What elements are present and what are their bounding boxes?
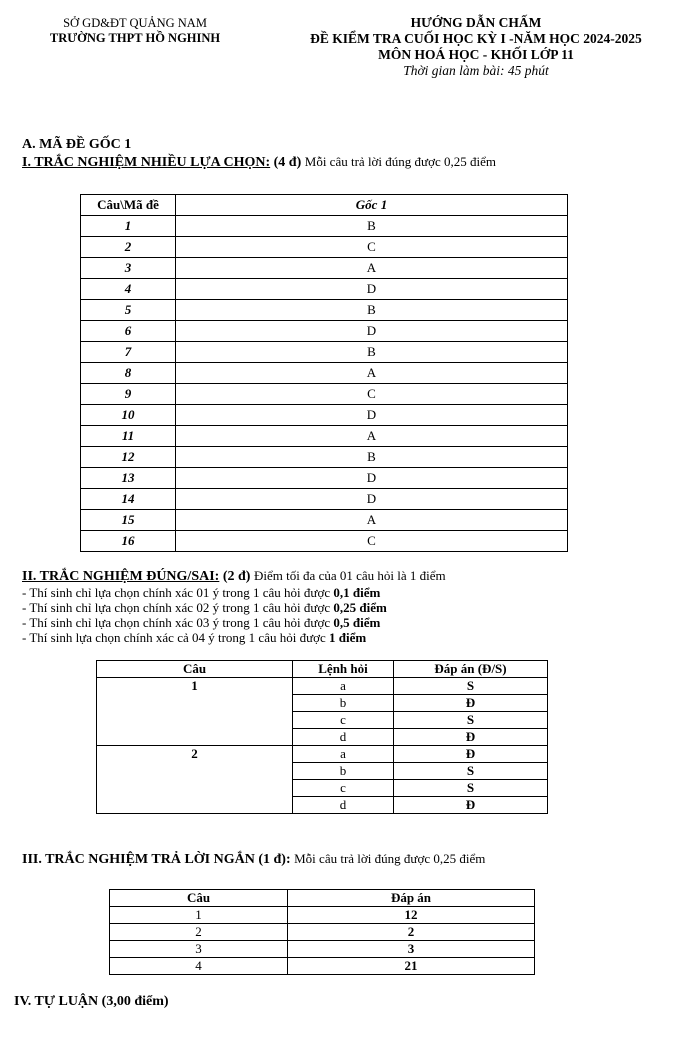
part3-title: III. TRẮC NGHIỆM TRẢ LỜI NGẮN (1 đ): xyxy=(22,852,291,867)
question-number: 13 xyxy=(81,468,176,489)
scoring-rule xyxy=(22,615,387,630)
answer-letter: A xyxy=(176,258,568,279)
question-number: 2 xyxy=(110,924,288,941)
section-a-title: A. MÃ ĐỀ GỐC 1 xyxy=(22,137,132,152)
part2-col-item: Lệnh hỏi xyxy=(293,661,394,678)
exam-title: ĐỀ KIỂM TRA CUỐI HỌC KỲ I -NĂM HỌC 2024-2025 xyxy=(310,31,642,46)
question-number: 1 xyxy=(81,216,176,237)
part2-answer-table xyxy=(96,660,548,814)
question-number: 3 xyxy=(110,941,288,958)
scoring-rule-points: 0,5 điểm xyxy=(333,615,381,630)
answer-letter: A xyxy=(176,363,568,384)
table-row xyxy=(81,300,568,321)
question-number: 12 xyxy=(81,447,176,468)
item-letter: d xyxy=(293,729,394,746)
scoring-rule-points: 0,1 điểm xyxy=(333,585,381,600)
scoring-rule xyxy=(22,600,387,615)
part3-answer-table xyxy=(109,889,535,975)
true-false-answer: Đ xyxy=(394,797,548,814)
part2-col-answer: Đáp án (Đ/S) xyxy=(394,661,548,678)
table-row xyxy=(81,426,568,447)
answer-letter: B xyxy=(176,300,568,321)
scoring-rule-text: - Thí sinh chỉ lựa chọn chính xác 01 ý trong 1 câu hỏi được xyxy=(22,585,334,600)
question-number: 6 xyxy=(81,321,176,342)
table-row xyxy=(97,678,548,695)
part1-points: (4 đ) xyxy=(273,155,302,170)
scoring-rule xyxy=(22,585,387,600)
answer-letter: C xyxy=(176,531,568,552)
question-number: 15 xyxy=(81,510,176,531)
part1-col-question: Câu\Mã đề xyxy=(81,195,176,216)
answer-letter: B xyxy=(176,216,568,237)
answer-letter: D xyxy=(176,468,568,489)
part2-heading xyxy=(22,568,446,585)
short-answer: 12 xyxy=(288,907,535,924)
subject-title: MÔN HOÁ HỌC - KHỐI LỚP 11 xyxy=(378,47,574,62)
question-number: 4 xyxy=(110,958,288,975)
scoring-rule xyxy=(22,630,387,645)
part1-title: I. TRẮC NGHIỆM NHIỀU LỰA CHỌN: xyxy=(22,155,271,170)
question-number: 2 xyxy=(97,746,293,814)
table-row xyxy=(81,510,568,531)
item-letter: c xyxy=(293,712,394,729)
table-row xyxy=(81,258,568,279)
question-number: 4 xyxy=(81,279,176,300)
part3-col-question: Câu xyxy=(110,890,288,907)
scoring-rule-text: - Thí sinh chỉ lựa chọn chính xác 03 ý trong 1 câu hỏi được xyxy=(22,615,334,630)
table-row xyxy=(81,237,568,258)
table-row xyxy=(81,321,568,342)
answer-letter: D xyxy=(176,405,568,426)
question-number: 11 xyxy=(81,426,176,447)
answer-letter: D xyxy=(176,279,568,300)
item-letter: c xyxy=(293,780,394,797)
table-row xyxy=(81,489,568,510)
header-right xyxy=(270,15,682,79)
true-false-answer: S xyxy=(394,712,548,729)
question-number: 5 xyxy=(81,300,176,321)
question-number: 9 xyxy=(81,384,176,405)
table-row xyxy=(81,468,568,489)
question-number: 14 xyxy=(81,489,176,510)
question-number: 3 xyxy=(81,258,176,279)
scoring-rule-points: 1 điểm xyxy=(329,630,367,645)
document-title: HƯỚNG DẪN CHẤM xyxy=(410,15,542,30)
header-left xyxy=(0,16,270,46)
question-number: 2 xyxy=(81,237,176,258)
table-row xyxy=(110,907,535,924)
question-number: 1 xyxy=(97,678,293,746)
table-row xyxy=(81,216,568,237)
table-row xyxy=(110,941,535,958)
part4-title: IV. TỰ LUẬN (3,00 điểm) xyxy=(14,994,169,1009)
table-row xyxy=(81,363,568,384)
true-false-answer: Đ xyxy=(394,695,548,712)
answer-letter: C xyxy=(176,237,568,258)
part1-answer-table xyxy=(80,194,568,552)
part2-title: II. TRẮC NGHIỆM ĐÚNG/SAI: xyxy=(22,569,220,584)
true-false-answer: S xyxy=(394,763,548,780)
item-letter: b xyxy=(293,695,394,712)
table-row xyxy=(81,342,568,363)
answer-letter: D xyxy=(176,489,568,510)
scoring-rule-text: - Thí sinh lựa chọn chính xác cả 04 ý trong 1 câu hỏi được xyxy=(22,630,330,645)
table-row xyxy=(81,531,568,552)
short-answer: 3 xyxy=(288,941,535,958)
question-number: 10 xyxy=(81,405,176,426)
answer-letter: B xyxy=(176,342,568,363)
part1-heading xyxy=(22,154,496,171)
question-number: 16 xyxy=(81,531,176,552)
part2-note: Điểm tối đa của 01 câu hỏi là 1 điểm xyxy=(253,568,446,583)
part2-rules xyxy=(22,585,387,645)
part3-heading xyxy=(22,851,485,868)
question-number: 1 xyxy=(110,907,288,924)
scoring-rule-points: 0,25 điểm xyxy=(333,600,387,615)
part3-note: Mỗi câu trả lời đúng được 0,25 điểm xyxy=(294,851,486,866)
part2-col-question: Câu xyxy=(97,661,293,678)
short-answer: 2 xyxy=(288,924,535,941)
part1-note: Mỗi câu trả lời đúng được 0,25 điểm xyxy=(304,154,496,169)
exam-duration: Thời gian làm bài: 45 phút xyxy=(403,63,549,78)
part3-col-answer: Đáp án xyxy=(288,890,535,907)
short-answer: 21 xyxy=(288,958,535,975)
table-row xyxy=(110,924,535,941)
part2-points: (2 đ) xyxy=(222,569,251,584)
item-letter: a xyxy=(293,678,394,695)
true-false-answer: Đ xyxy=(394,746,548,763)
true-false-answer: S xyxy=(394,780,548,797)
question-number: 7 xyxy=(81,342,176,363)
item-letter: a xyxy=(293,746,394,763)
school-name: TRƯỜNG THPT HỒ NGHINH xyxy=(49,31,221,45)
answer-letter: A xyxy=(176,510,568,531)
item-letter: d xyxy=(293,797,394,814)
item-letter: b xyxy=(293,763,394,780)
table-row xyxy=(81,447,568,468)
department-name: SỞ GD&ĐT QUẢNG NAM xyxy=(63,16,207,30)
question-number: 8 xyxy=(81,363,176,384)
true-false-answer: S xyxy=(394,678,548,695)
answer-letter: D xyxy=(176,321,568,342)
scoring-rule-text: - Thí sinh chỉ lựa chọn chính xác 02 ý trong 1 câu hỏi được xyxy=(22,600,334,615)
part1-col-code: Gốc 1 xyxy=(176,195,568,216)
answer-letter: B xyxy=(176,447,568,468)
table-row xyxy=(97,746,548,763)
answer-letter: C xyxy=(176,384,568,405)
table-row xyxy=(81,405,568,426)
answer-letter: A xyxy=(176,426,568,447)
table-row xyxy=(110,958,535,975)
table-row xyxy=(81,384,568,405)
true-false-answer: Đ xyxy=(394,729,548,746)
table-row xyxy=(81,279,568,300)
